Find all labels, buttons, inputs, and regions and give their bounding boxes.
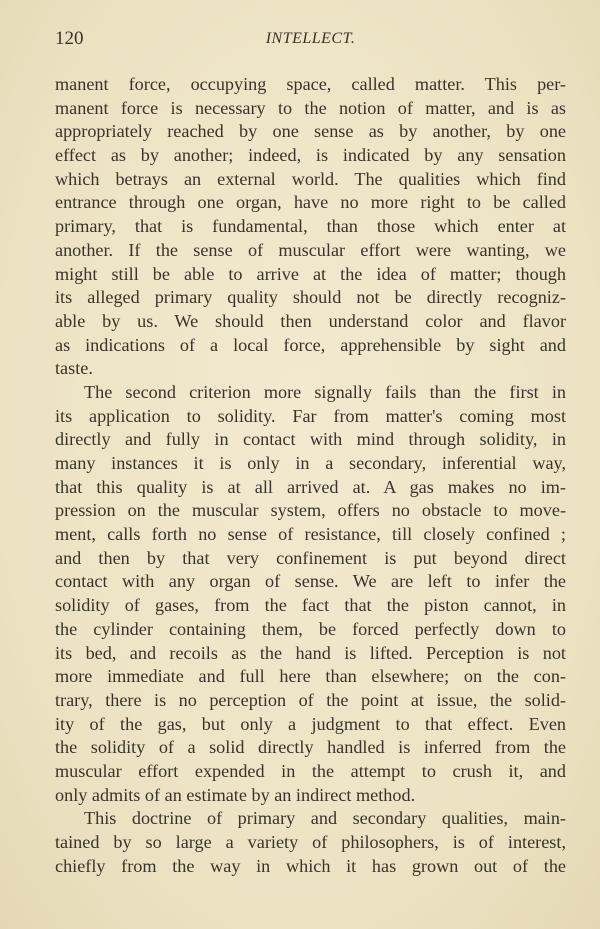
text-line: able by us. We should then understand color and flavor [55, 310, 566, 331]
text-line: pression on the muscular system, offers no obstacle to move- [55, 500, 566, 521]
text-line: ment, calls forth no sense of resistance, till closely confined ; [55, 524, 566, 545]
text-line: This doctrine of primary and secondary qualities, main- [84, 808, 566, 829]
text-line: another. If the sense of muscular effort were wanting, we [55, 239, 566, 260]
text-line: taste. [55, 358, 93, 379]
text-line: its bed, and recoils as the hand is lifted. Perception is not [55, 642, 566, 663]
text-line: The second criterion more signally fails than the first in [84, 381, 566, 402]
text-line: might still be able to arrive at the idea of matter; though [55, 263, 566, 284]
text-line: manent force, occupying space, called matter. This per- [55, 74, 566, 94]
text-line: more immediate and full here than elsewhere; on the con- [55, 666, 566, 687]
text-line: the solidity of a solid directly handled is inferred from the [55, 737, 566, 758]
text-line: only admits of an estimate by an indirect method. [55, 784, 416, 805]
text-line: chiefly from the way in which it has grown out of the [55, 855, 566, 876]
text-line: ity of the gas, but only a judgment to that effect. Even [55, 713, 566, 734]
text-line: appropriately reached by one sense as by another, by one [55, 121, 566, 142]
text-line: that this quality is at all arrived at. A gas makes no im- [55, 476, 566, 497]
text-line: solidity of gases, from the fact that the piston cannot, in [55, 595, 566, 616]
text-line: its alleged primary quality should not be directly recogniz- [55, 287, 566, 308]
text-line: tained by so large a variety of philosophers, is of interest, [55, 832, 566, 852]
text-line: manent force is necessary to the notion of matter, and is as [55, 97, 566, 118]
text-line: many instances it is only in a secondary, inferential way, [55, 453, 566, 473]
text-line: the cylinder containing them, be forced perfectly down to [55, 618, 566, 639]
text-line: muscular effort expended in the attempt to crush it, and [55, 760, 566, 781]
text-line: entrance through one organ, have no more right to be called [55, 192, 566, 213]
page-number: 120 [55, 28, 84, 49]
body-text [55, 73, 566, 878]
text-line: contact with any organ of sense. We are left to infer the [55, 571, 566, 592]
text-line: primary, that is fundamental, than those which enter at [55, 216, 566, 237]
text-line: as indications of a local force, apprehensible by sight and [55, 334, 566, 355]
text-line: and then by that very confinement is put beyond direct [55, 547, 566, 568]
running-title: INTELLECT. [265, 30, 356, 47]
text-line: which betrays an external world. The qualities which find [55, 168, 566, 189]
text-line: effect as by another; indeed, is indicated by any sensation [55, 145, 566, 166]
text-line: trary, there is no perception of the point at issue, the solid- [55, 689, 566, 710]
text-line: directly and fully in contact with mind through solidity, in [55, 429, 566, 450]
page-header [55, 28, 566, 52]
text-line: its application to solidity. Far from matter's coming most [55, 405, 566, 426]
